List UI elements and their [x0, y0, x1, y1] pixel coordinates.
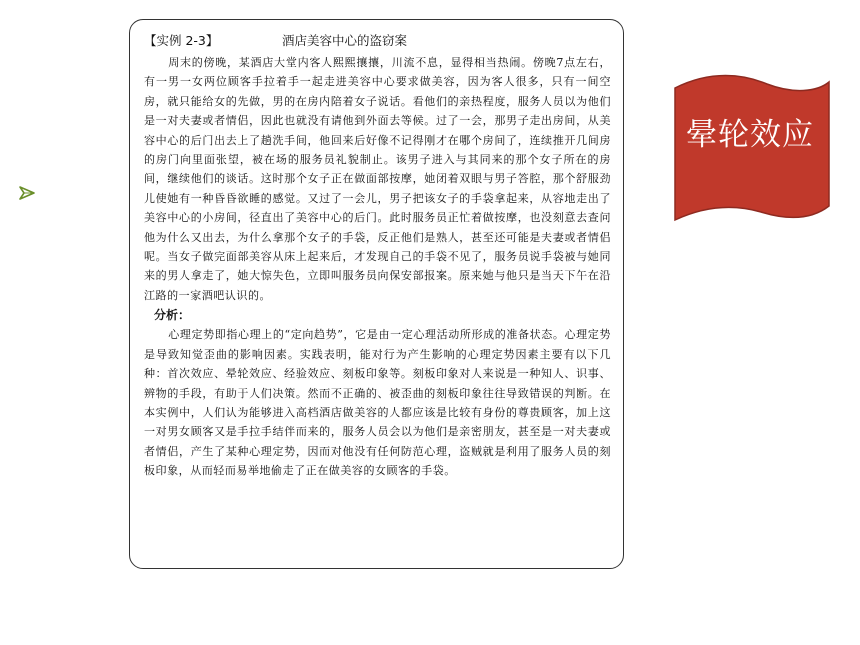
banner-label: 晕轮效应 [686, 117, 814, 153]
case-story: 周末的傍晚，某酒店大堂内客人熙熙攘攘，川流不息，显得相当热闹。傍晚7点左右，有一男一女两位顾客手拉着手一起走进美容中心要求做美容，因为客人很多，只有一间空房，就只能给女的先做，男的在房内陪着女子说话。看他们的亲热程度，服务人员以为他们是一对夫妻或者情侣，因此也就没有请他到外面去等候。过了一会，那男子走出房间，从美容中心的后门出去上了趟洗手间，他回来后好像不记得刚才在哪个房间了，连续推开几间房的房门向里面张望，被在场的服务员礼貌制止。该男子进入与其同来的那个女子所在的房间，继续他们的谈话。这时那个女子正在做面部按摩，她闭着双眼与男子答腔，那个舒服劲儿使她有一种昏昏欲睡的感觉。又过了一会儿，男子把该女子的手袋拿起来，从容地走出了美容中心的小房间，径直出了美容中心的后门。此时服务员正忙着做按摩，也没刻意去查问他为什么又出去，为什么拿那个女子的手袋，反正他们是熟人，甚至还可能是夫妻或者情侣呢。当女子做完面部美容从床上起来后，才发现自己的手袋不见了，服务员说手袋被与她同来的男人拿走了，她大惊失色，立即叫服务员向保安部报案。原来她与他只是当天下午在沿江路的一家酒吧认识的。 [144, 56, 611, 302]
case-study-card [129, 19, 624, 569]
analysis-heading: 分析： [154, 308, 191, 323]
arrowhead-bullet-icon [18, 183, 38, 203]
analysis-text: 心理定势即指心理上的“定向趋势”，它是由一定心理活动所形成的准备状态。心理定势是导致知觉歪曲的影响因素。实践表明，能对行为产生影响的心理定势因素主要有以下几种：首次效应、晕轮效应、经验效应、刻板印象等。刻板印象对人来说是一种知人、识事、辨物的手段，有助于人们决策。然而不正确的、被歪曲的刻板印象往往导致错误的判断。在本实例中，人们认为能够进入高档酒店做美容的人都应该是比较有身份的尊贵顾客，加上这一对男女顾客又是手拉手结伴而来的，服务人员会以为他们是亲密朋友，甚至是一对夫妻或者情侣，产生了某种心理定势，因而对他没有任何防范心理，盗贼就是利用了服务人员的刻板印象，从而轻而易举地偷走了正在做美容的女顾客的手袋。 [144, 328, 611, 478]
case-title: 酒店美容中心的盗窃案 [282, 33, 408, 48]
case-header [144, 32, 611, 50]
case-label: 【实例 2-3】 [144, 33, 219, 48]
